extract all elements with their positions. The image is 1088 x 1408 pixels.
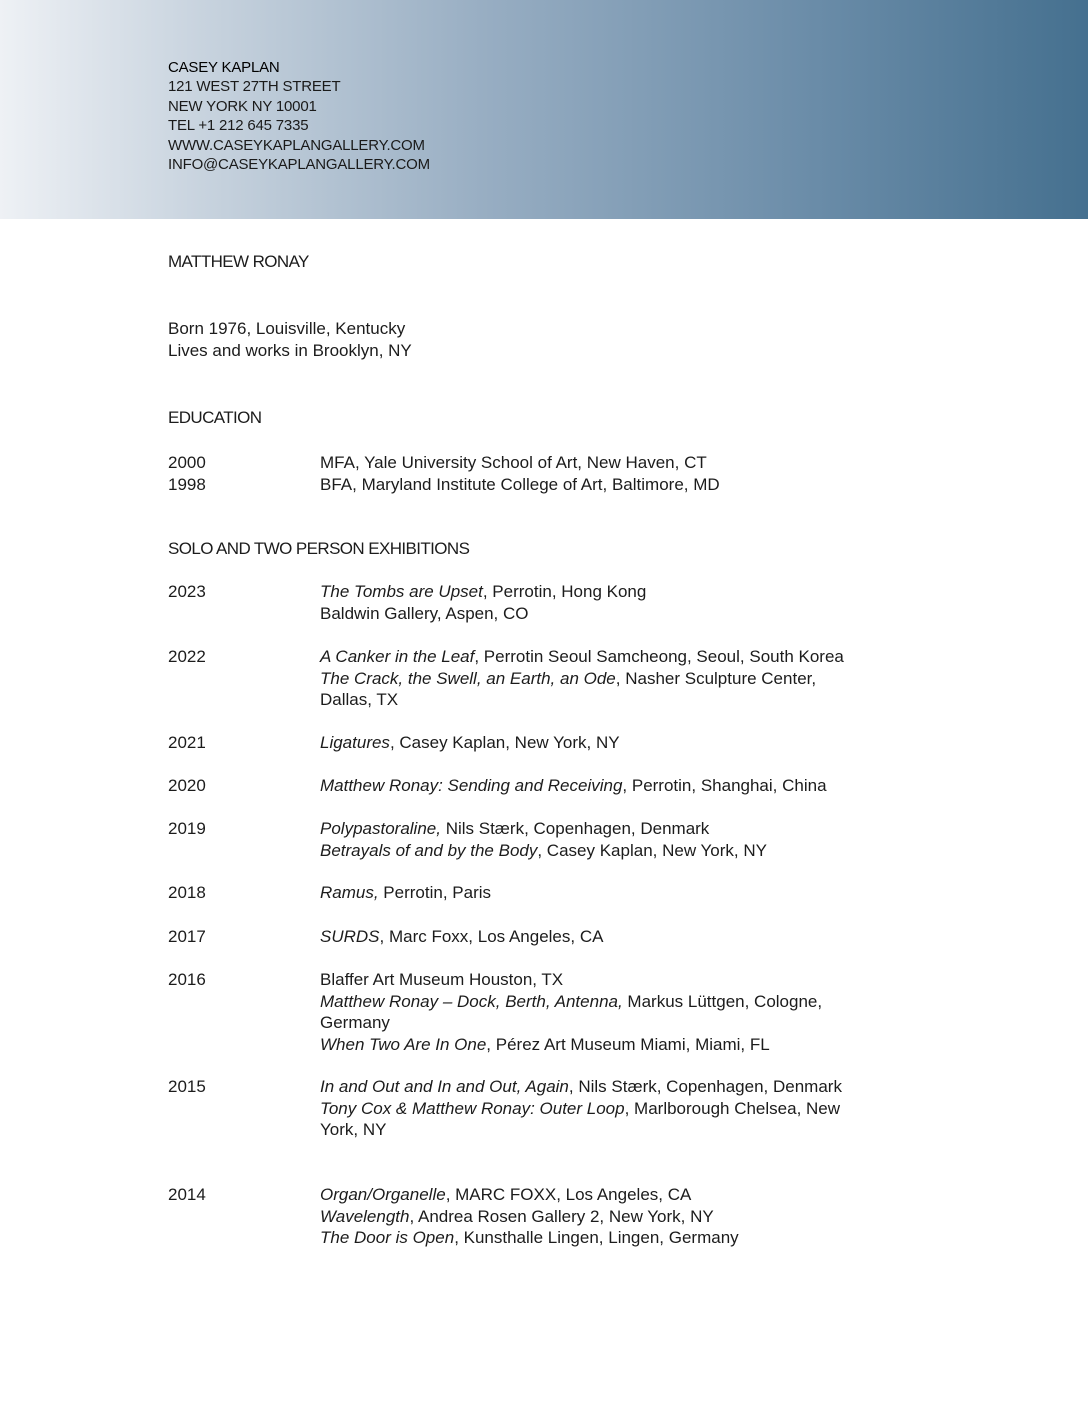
exhibition-title: The Crack, the Swell, an Earth, an Ode [320,668,616,688]
exhibition-entries [320,581,850,624]
exhibition-venue: , Nasher Sculpture Center, Dallas, TX [320,668,817,709]
exhibition-entry [320,775,850,797]
exhibition-entry [320,581,850,603]
exhibition-venue: Nils Stærk, Copenhagen, Denmark [440,819,710,838]
exhibition-entry [320,603,850,625]
exhibition-entry [320,840,850,862]
exhibition-title: Wavelength [320,1206,410,1226]
exhibition-entry [320,1227,850,1249]
exhibition-title: Organ/Organelle [320,1185,446,1204]
exhibition-entry [320,646,850,668]
exhibition-title: When Two Are In One [320,1034,487,1054]
exhibition-title: A Canker in the Leaf [320,647,475,666]
exhibition-venue: , Kunsthalle Lingen, Lingen, Germany [454,1228,739,1247]
gallery-email[interactable]: INFO@CASEYKAPLANGALLERY.COM [168,156,430,174]
gallery-phone: TEL +1 212 645 7335 [168,117,309,135]
exhibition-entry [320,1076,850,1098]
education-year: 1998 [168,475,206,494]
exhibition-year: 2023 [168,582,206,601]
exhibition-entries [320,646,850,711]
artist-name: MATTHEW RONAY [168,252,309,271]
exhibition-entries [320,775,850,797]
exhibition-venue: , Perrotin, Shanghai, China [622,776,827,795]
exhibition-year: 2020 [168,776,206,795]
exhibition-venue: , Casey Kaplan, New York, NY [389,733,620,752]
exhibition-entry [320,732,850,754]
exhibition-entry [320,1034,850,1056]
exhibition-title: Betrayals of and by the Body [320,840,538,860]
exhibition-entry [320,969,850,991]
exhibition-venue: , Pérez Art Museum Miami, Miami, FL [486,1034,770,1054]
artist-born: Born 1976, Louisville, Kentucky [168,319,406,338]
exhibition-venue: , Nils Stærk, Copenhagen, Denmark [568,1077,842,1096]
artist-lives: Lives and works in Brooklyn, NY [168,340,412,360]
exhibition-entries [320,732,850,754]
exhibition-year: 2014 [168,1185,206,1204]
exhibition-title: Ramus, [320,883,379,902]
gallery-website[interactable]: WWW.CASEYKAPLANGALLERY.COM [168,136,425,154]
exhibition-entry [320,926,850,948]
exhibition-year: 2018 [168,883,206,902]
exhibition-venue: Perrotin, Paris [378,883,492,902]
exhibition-title: Polypastoraline, [320,819,441,838]
exhibition-entry [320,882,850,904]
exhibition-venue: , MARC FOXX, Los Angeles, CA [445,1185,692,1204]
exhibition-year: 2022 [168,647,206,666]
exhibition-entry [320,818,850,840]
exhibition-entries [320,926,850,948]
exhibition-entry [320,1184,850,1206]
education-year: 2000 [168,453,206,472]
exhibition-venue: Baldwin Gallery, Aspen, CO [320,603,529,623]
exhibition-venue: , Perrotin Seoul Samcheong, Seoul, South Korea [474,647,844,666]
exhibition-title: The Door is Open [320,1228,455,1247]
gallery-name: CASEY KAPLAN [168,59,280,76]
exhibition-venue: , Casey Kaplan, New York, NY [537,840,767,860]
exhibition-title: In and Out and In and Out, Again [320,1077,569,1096]
exhibition-title: Matthew Ronay: Sending and Receiving [320,776,623,795]
gallery-contact-block [168,58,430,174]
exhibition-entries [320,818,850,861]
exhibition-year: 2019 [168,819,206,838]
exhibition-year: 2017 [168,927,206,946]
exhibition-entry [320,1206,850,1228]
exhibition-entries [320,882,850,904]
exhibition-title: Ligatures [320,733,390,752]
exhibition-venue: Markus Lüttgen, Cologne, Germany [320,991,823,1032]
exhibition-entry [320,1098,850,1141]
gallery-address-line1: 121 WEST 27TH STREET [168,78,341,96]
education-degree: BFA, Maryland Institute College of Art, Baltimore, MD [320,475,720,494]
exhibition-entry [320,991,850,1034]
exhibition-venue: , Marc Foxx, Los Angeles, CA [379,927,604,946]
exhibition-year: 2016 [168,970,206,989]
exhibition-venue: Blaffer Art Museum Houston, TX [320,970,564,989]
exhibition-title: SURDS [320,927,380,946]
gallery-address-line2: NEW YORK NY 10001 [168,97,317,115]
header-band [0,0,1088,219]
education-degree: MFA, Yale University School of Art, New Haven, CT [320,453,707,472]
exhibition-venue: , Andrea Rosen Gallery 2, New York, NY [409,1206,714,1226]
artist-bio [168,318,412,361]
exhibition-title: The Tombs are Upset [320,582,483,601]
exhibition-year: 2021 [168,733,206,752]
exhibition-year: 2015 [168,1077,206,1096]
exhibition-entries [320,969,850,1055]
exhibition-venue: , Perrotin, Hong Kong [482,582,647,601]
exhibitions-heading: SOLO AND TWO PERSON EXHIBITIONS [168,539,470,558]
exhibition-title: Matthew Ronay – Dock, Berth, Antenna, [320,991,623,1011]
exhibition-entry [320,668,850,711]
exhibition-venue: , Marlborough Chelsea, New York, NY [320,1098,841,1139]
exhibition-entries [320,1076,850,1141]
exhibition-entries [320,1184,850,1249]
exhibition-title: Tony Cox & Matthew Ronay: Outer Loop [320,1098,625,1118]
education-heading: EDUCATION [168,408,262,427]
